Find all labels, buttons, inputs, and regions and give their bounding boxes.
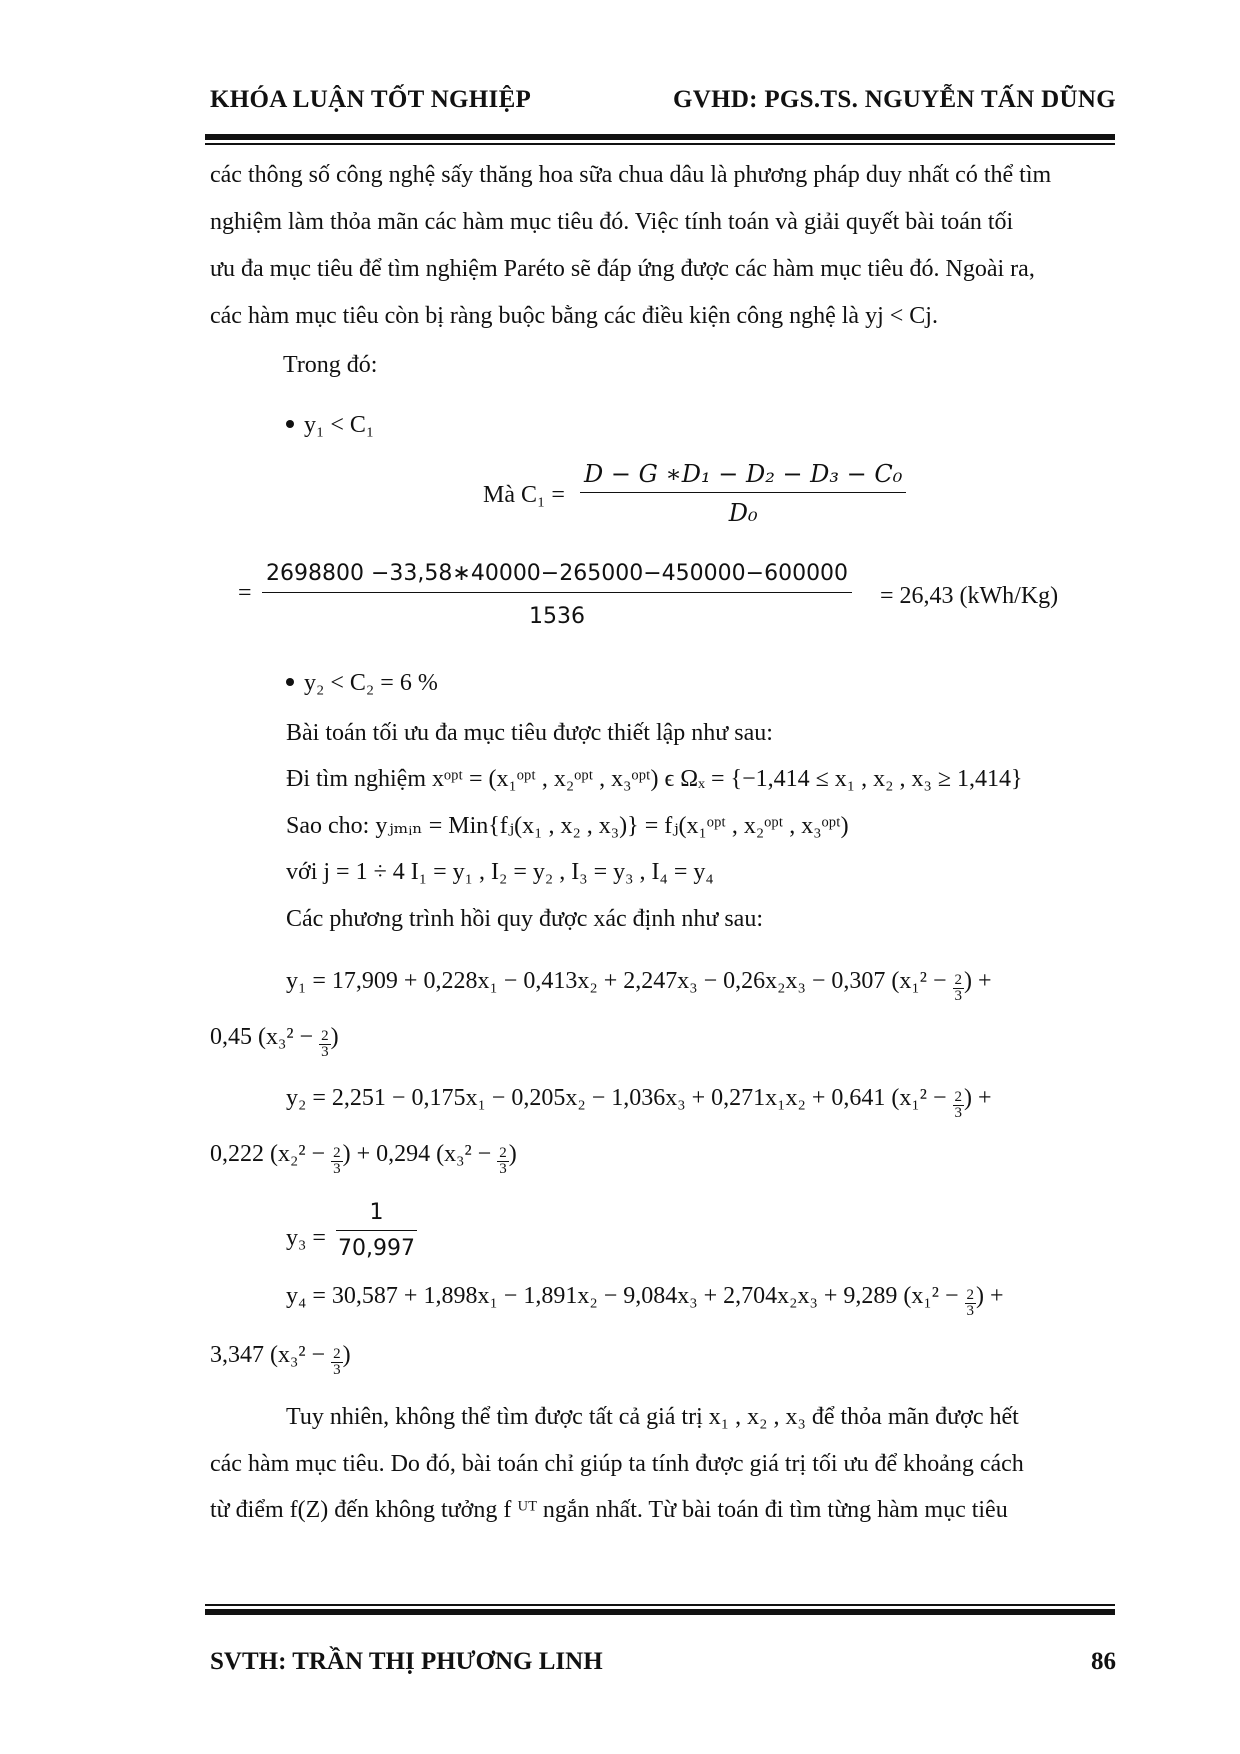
fraction-two-thirds: $\frac{2}{3}$ <box>333 1144 341 1177</box>
bullet-text: y₂ < C₂ = 6 % <box>304 670 438 696</box>
calc-equals: = <box>238 580 252 606</box>
calc-fraction <box>262 556 852 641</box>
page-number: 86 <box>1091 1648 1116 1675</box>
setup-text: Bài toán tối ưu đa mục tiêu được thiết lập như sau: <box>286 720 773 746</box>
bullet-text: y₁ < C₁ <box>304 412 375 438</box>
fraction-two-thirds: $\frac{2}{3}$ <box>333 1345 341 1378</box>
paragraph-line: các thông số công nghệ sấy thăng hoa sữa chua dâu là phương pháp duy nhất có thể tìm <box>210 162 1052 188</box>
bullet-icon <box>286 678 294 686</box>
fraction-two-thirds: $\frac{2}{3}$ <box>966 1286 975 1319</box>
y3-numerator: 1 <box>336 1196 417 1231</box>
regression-intro: Các phương trình hồi quy được xác định như sau: <box>286 906 763 932</box>
header-rule-thin <box>205 143 1115 145</box>
equation-y4-line1: y₄ = 30,587 + 1,898x₁ − 1,891x₂ − 9,084x₃ + 2,704x₂x₃ + 9,289 (x₁² − $\frac{2}{3}$ ) + <box>286 1283 1004 1319</box>
fraction-two-thirds: $\frac{2}{3}$ <box>954 971 963 1004</box>
paragraph-line: ưu đa mục tiêu để tìm nghiệm Paréto sẽ đáp ứng được các hàm mục tiêu đó. Ngoài ra, <box>210 256 1035 282</box>
equation-y4-line2: 3,347 (x₃² − $\frac{2}{3}$ ) <box>210 1342 351 1378</box>
find-text: Đi tìm nghiệm xᵒᵖᵗ = (x₁ᵒᵖᵗ , x₂ᵒᵖᵗ , x₃ᵒᵖᵗ) ϵ Ωₓ = {−1,414 ≤ x₁ , x₂ , x₃ ≥ 1,414} <box>286 766 1023 792</box>
calc-denominator: 1536 <box>529 604 586 629</box>
equation-y3-label: y₃ = <box>286 1225 326 1251</box>
footer-author: SVTH: TRẦN THỊ PHƯƠNG LINH <box>210 1648 603 1675</box>
with-j-text: với j = 1 ÷ 4 I₁ = y₁ , I₂ = y₂ , I₃ = y₃ , I₄ = y₄ <box>286 859 714 885</box>
footer-rule-thick <box>205 1609 1115 1615</box>
c1-numerator: D − G ∗D₁ − D₂ − D₃ − C₀ <box>580 456 906 493</box>
calc-numerator: 2698800 −33,58∗40000−265000−450000−600000 <box>262 556 852 593</box>
paragraph-line: các hàm mục tiêu còn bị ràng buộc bằng các điều kiện công nghệ là yj < Cj. <box>210 303 938 329</box>
y3-denominator: 70,997 <box>338 1236 415 1261</box>
c1-denominator: D₀ <box>728 499 758 527</box>
equation-y2-line2: 0,222 (x₂² − $\frac{2}{3}$ ) + 0,294 (x₃² − $\frac{2}{3}$ ) <box>210 1141 517 1177</box>
trong-do-label: Trong đó: <box>283 352 378 378</box>
header-advisor: GVHD: PGS.TS. NGUYỄN TẤN DŨNG <box>672 86 1116 113</box>
header-rule-thick <box>205 134 1115 140</box>
bullet-icon <box>286 420 294 428</box>
equation-y1-line1: y₁ = 17,909 + 0,228x₁ − 0,413x₂ + 2,247x₃ − 0,26x₂x₃ − 0,307 (x₁² − $\frac{2}{3}$ ) + <box>286 968 992 1004</box>
paragraph-line: các hàm mục tiêu. Do đó, bài toán chỉ giúp ta tính được giá trị tối ưu để khoảng cách <box>210 1451 1024 1477</box>
such-that-text: Sao cho: yⱼₘᵢₙ = Min{fⱼ(x₁ , x₂ , x₃)} = fⱼ(x₁ᵒᵖᵗ , x₂ᵒᵖᵗ , x₃ᵒᵖᵗ) <box>286 813 849 839</box>
footer-rule-thin <box>205 1604 1115 1606</box>
header-title: KHÓA LUẬN TỐT NGHIỆP <box>210 86 532 113</box>
fraction-two-thirds: $\frac{2}{3}$ <box>499 1144 507 1177</box>
equation-y2-line1: y₂ = 2,251 − 0,175x₁ − 0,205x₂ − 1,036x₃ + 0,271x₁x₂ + 0,641 (x₁² − $\frac{2}{3}$ ) + <box>286 1085 992 1121</box>
fraction-two-thirds: $\frac{2}{3}$ <box>321 1027 329 1060</box>
fraction-two-thirds: $\frac{2}{3}$ <box>954 1088 963 1121</box>
c1-fraction <box>580 456 906 533</box>
paragraph-line: Tuy nhiên, không thể tìm được tất cả giá trị x₁ , x₂ , x₃ để thỏa mãn được hết <box>286 1404 1019 1430</box>
bullet-item-y2 <box>286 668 438 698</box>
bullet-item-y1 <box>286 410 374 440</box>
paragraph-line: nghiệm làm thỏa mãn các hàm mục tiêu đó. Việc tính toán và giải quyết bài toán tối <box>210 209 1014 235</box>
equation-y3-fraction <box>336 1196 417 1267</box>
equation-y1-line2: 0,45 (x₃² − $\frac{2}{3}$ ) <box>210 1024 339 1060</box>
calc-result: = 26,43 (kWh/Kg) <box>880 583 1059 609</box>
paragraph-line: từ điểm f(Z) đến không tưởng f ᵁᵀ ngắn nhất. Từ bài toán đi tìm từng hàm mục tiêu <box>210 1497 1008 1523</box>
c1-label: Mà C₁ = <box>483 482 565 508</box>
